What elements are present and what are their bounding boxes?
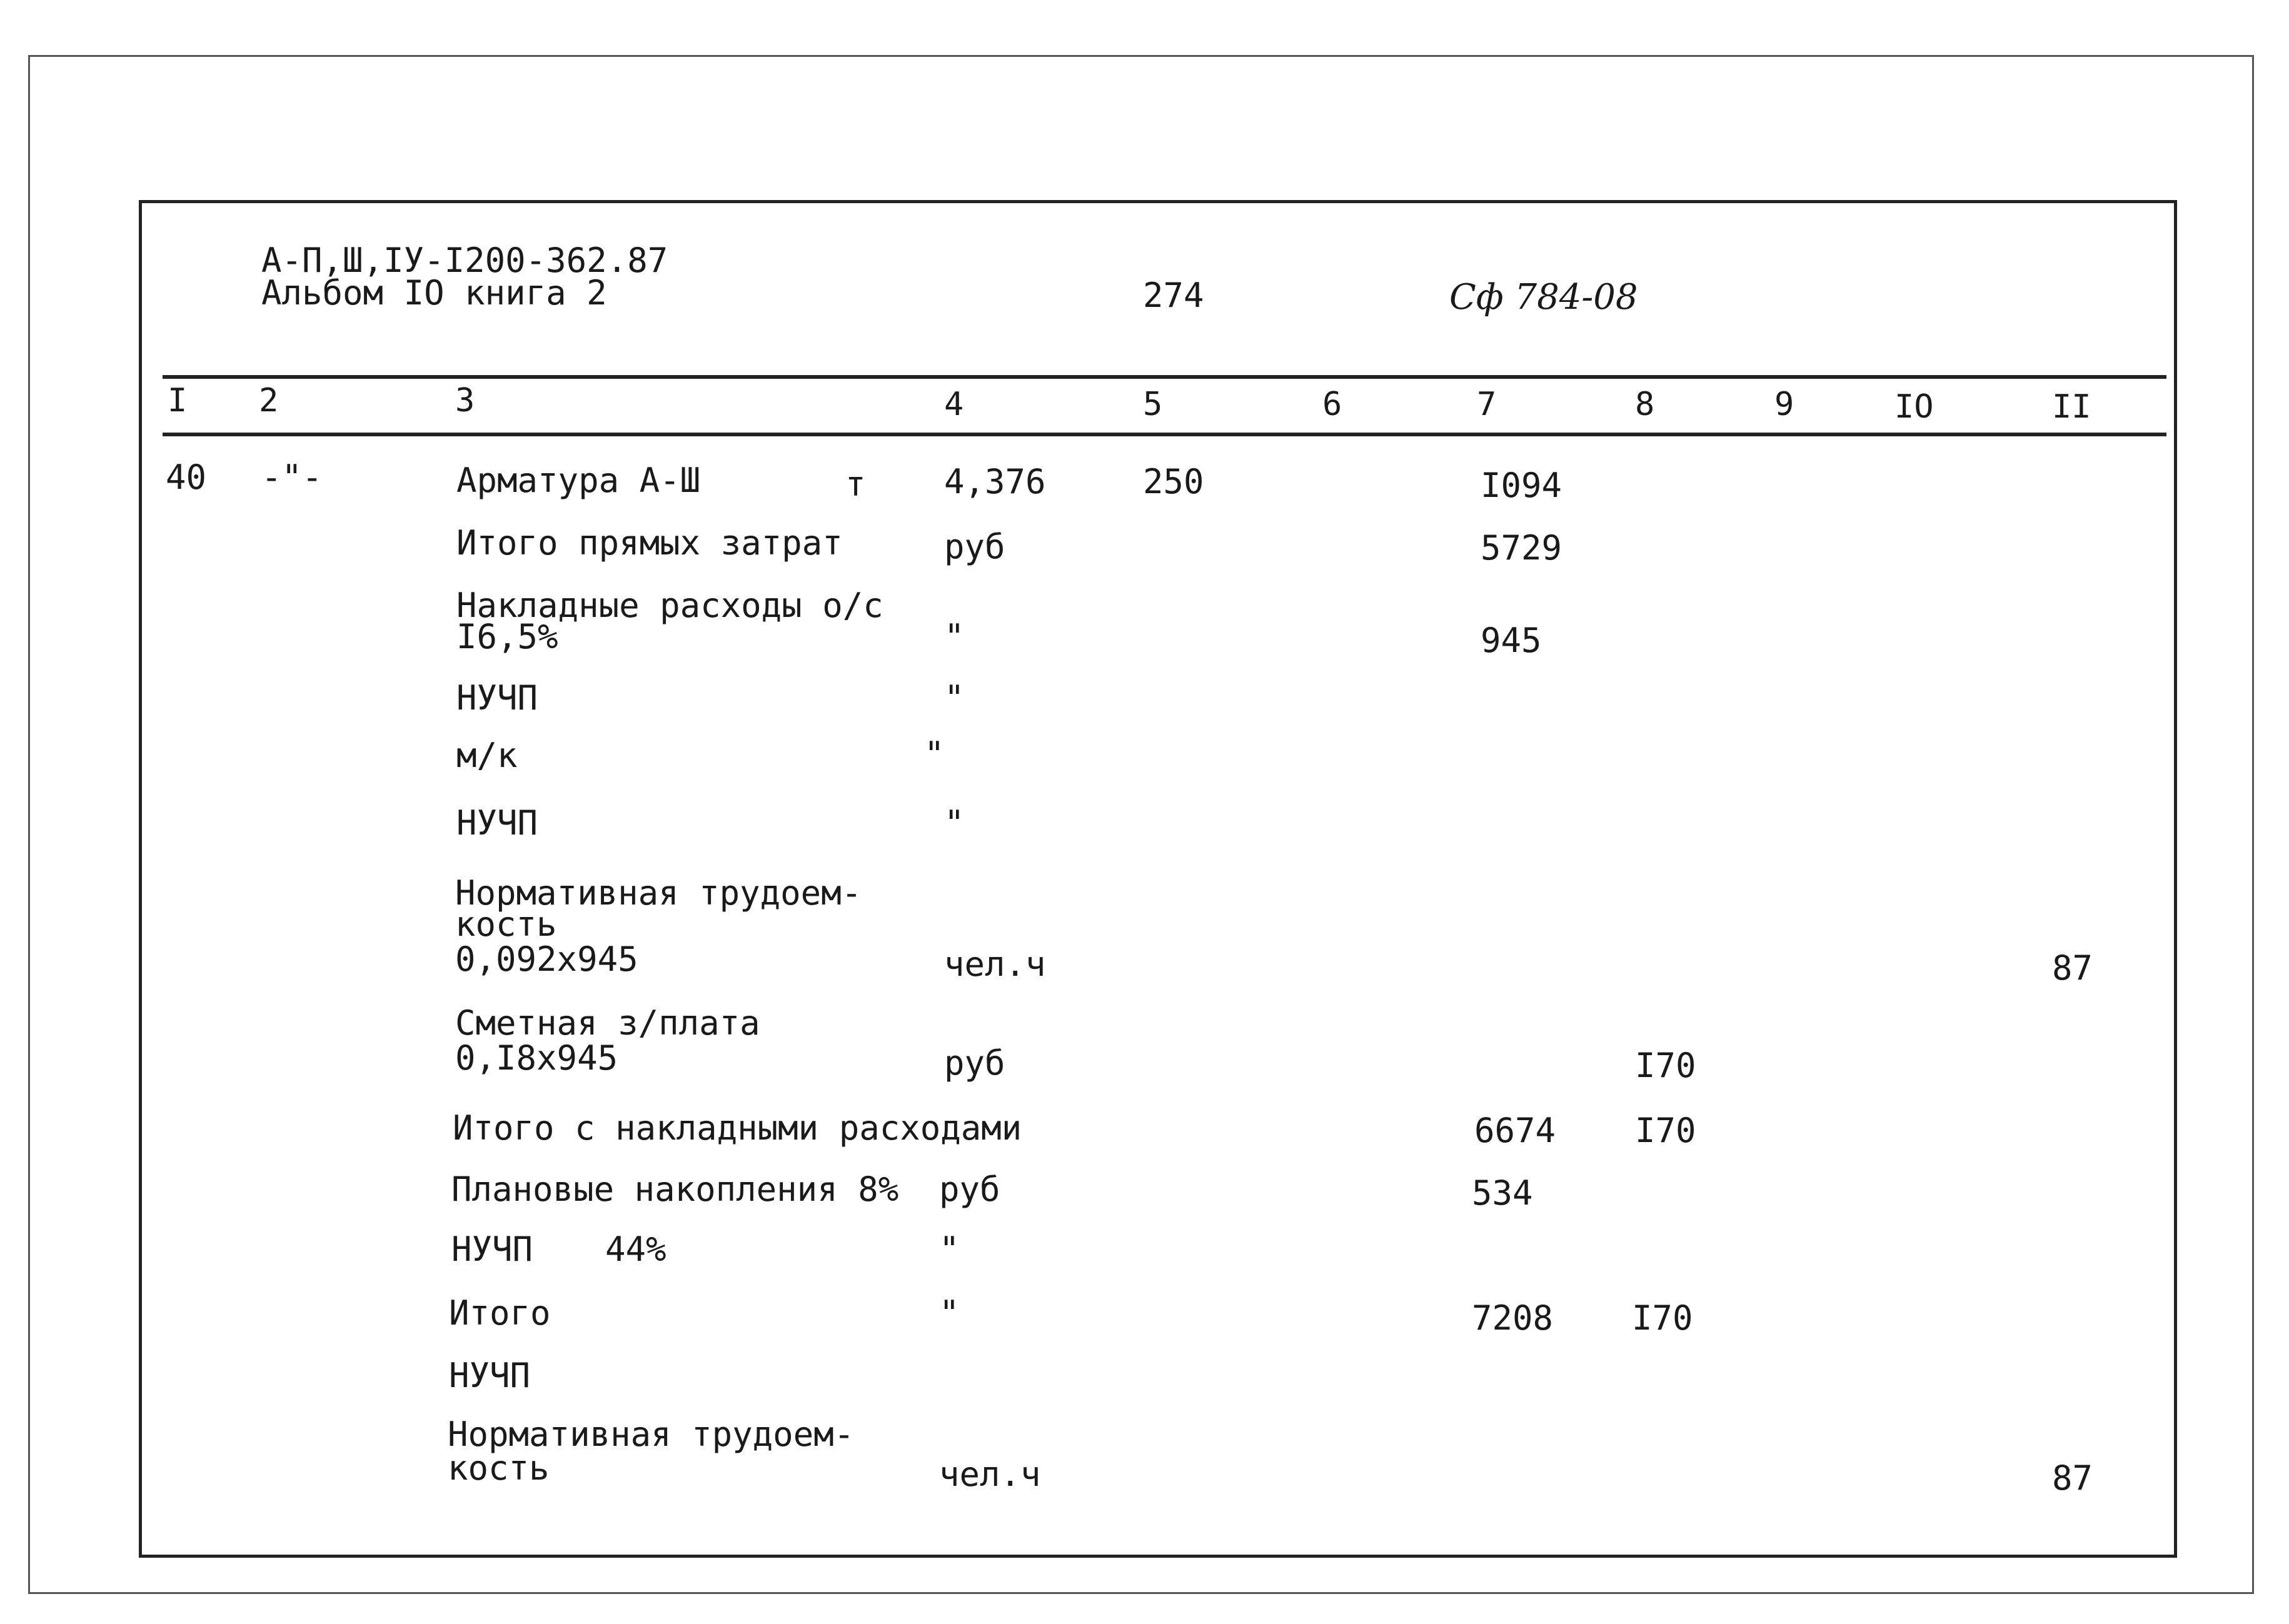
row-12-wage: I70 [1632, 1298, 1693, 1338]
row-4-description: НУЧП [456, 678, 538, 718]
row-1-price: 250 [1143, 462, 1204, 501]
row-12-unit: " [939, 1293, 960, 1333]
document-code: А-П,Ш,IУ-I200-362.87 [261, 241, 668, 280]
column-header-6: 6 [1322, 386, 1342, 423]
column-header-1: I [168, 382, 188, 419]
row-9-wage: I70 [1635, 1111, 1696, 1150]
row-7-description-line2: кость [455, 905, 557, 944]
row-14-description-line1: Нормативная трудоем- [448, 1415, 855, 1454]
row-8-description-line1: Сметная з/плата [455, 1003, 760, 1043]
row-6-description: НУЧП [456, 803, 538, 843]
row-1-ditto: -"- [261, 458, 323, 497]
row-2-unit: руб [944, 527, 1005, 566]
row-7-unit: чел.ч [944, 945, 1046, 984]
header-bottom-rule [163, 433, 2166, 436]
row-10-unit: руб [939, 1170, 1000, 1209]
row-8-description-line2: 0,I8x945 [455, 1038, 618, 1078]
row-7-labor: 87 [2052, 948, 2093, 988]
row-14-labor: 87 [2052, 1458, 2093, 1498]
row-8-wage: I70 [1635, 1046, 1696, 1085]
row-3-unit: " [944, 617, 965, 656]
row-14-description-line2: кость [448, 1448, 550, 1488]
row-10-description: Плановые накопления 8% [451, 1170, 899, 1209]
page-number: 274 [1143, 276, 1204, 315]
column-header-9: 9 [1774, 386, 1794, 423]
column-header-3: 3 [455, 382, 475, 419]
column-header-10: IO [1894, 388, 1934, 426]
column-header-4: 4 [944, 386, 964, 423]
row-4-unit: " [944, 678, 965, 718]
row-2-total: 5729 [1481, 528, 1562, 568]
row-1-quantity: 4,376 [944, 462, 1046, 501]
row-9-description: Итого с накладными расходами [453, 1108, 1022, 1148]
row-13-description: НУЧП [449, 1356, 531, 1395]
row-14-unit: чел.ч [939, 1455, 1041, 1494]
row-1-description: Арматура А-Ш [456, 461, 701, 500]
row-1-total: I094 [1481, 466, 1562, 505]
row-10-total: 534 [1472, 1173, 1533, 1213]
row-3-description-line2: I6,5% [456, 617, 558, 656]
column-header-8: 8 [1635, 386, 1655, 423]
row-1-unit-inline: т [845, 464, 866, 504]
row-5-unit: " [924, 734, 945, 774]
row-11-unit: " [939, 1230, 960, 1269]
column-header-5: 5 [1143, 386, 1163, 423]
row-2-description: Итого прямых затрат [456, 523, 843, 563]
row-12-total: 7208 [1472, 1298, 1554, 1338]
row-7-description-line3: 0,092x945 [455, 940, 638, 979]
row-3-total: 945 [1481, 621, 1542, 660]
column-header-11: II [2052, 388, 2091, 426]
header-top-rule [163, 375, 2166, 379]
row-9-total: 6674 [1474, 1111, 1556, 1150]
handwritten-stamp: Сф 784-08 [1449, 277, 1638, 318]
row-8-unit: руб [944, 1043, 1005, 1083]
row-1-position: 40 [166, 458, 207, 497]
row-12-description: Итого [449, 1293, 551, 1333]
row-5-description: м/к [456, 736, 518, 775]
column-header-2: 2 [259, 382, 279, 419]
row-6-unit: " [944, 803, 965, 843]
column-header-7: 7 [1477, 386, 1497, 423]
row-3-description-line1: Накладные расходы о/с [456, 586, 883, 625]
row-11-description: НУЧП [451, 1230, 533, 1269]
row-11-percent: 44% [605, 1230, 667, 1269]
album-label: Альбом IO книга 2 [261, 273, 607, 313]
row-7-description-line1: Нормативная трудоем- [455, 873, 862, 913]
